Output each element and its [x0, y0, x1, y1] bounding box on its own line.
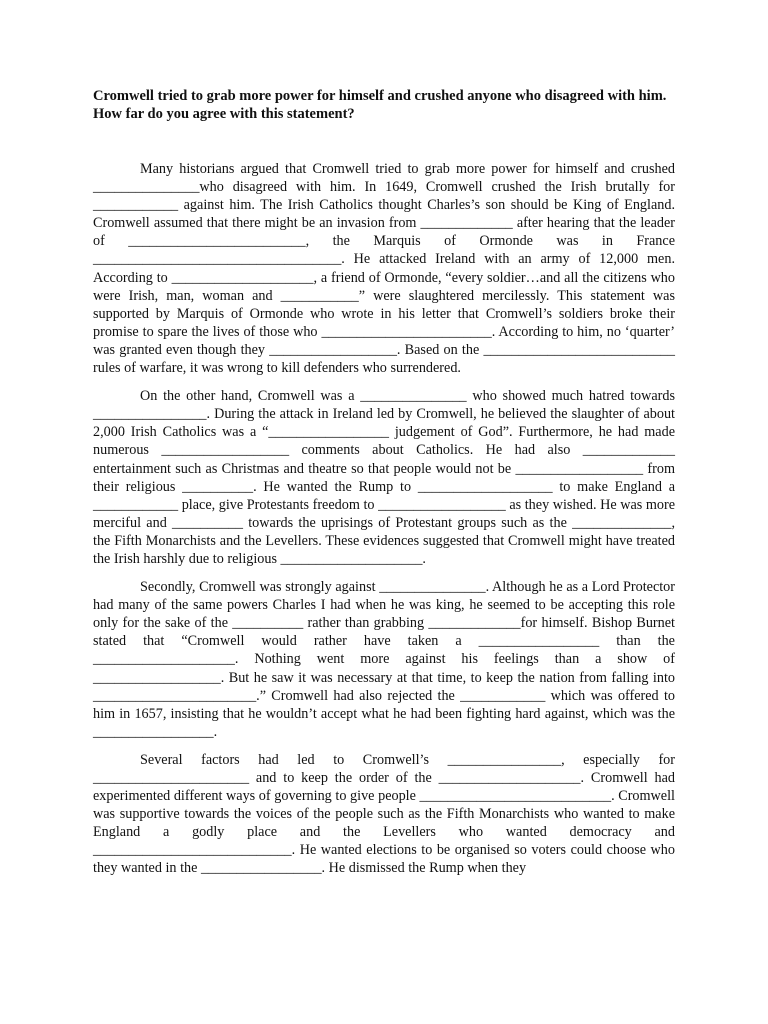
paragraph-1: Many historians argued that Cromwell tried to grab more power for himself and crushed _______________who disagreed with him. In 1649, Cromwell crushed the Irish brutally for ____________ against him. The Irish Catholics thought Charles’s son should be King of England. Cromwell assumed that there might be an invasion from _____________ after hearing that the leader of _________________________, the Marquis of Ormonde was in France ___________________________________. He attacked Ireland with an army of 12,000 men. According to ____________________, a friend of Ormonde, “every soldier…and all the citizens who were Irish, man, woman and ___________” were slaughtered mercilessly. This statement was supported by Marquis of Ormonde who wrote in his letter that Cromwell’s soldiers broke their promise to spare the lives of those who ________________________. According to him, no ‘quarter’ was granted even though they __________________. Based on the ___________________________ rules of warfare, it was wrong to kill defenders who surrendered. — [93, 161, 675, 377]
paragraph-3: Secondly, Cromwell was strongly against _______________. Although he as a Lord Protector had many of the same powers Charles I had when he was king, he seemed to be accepting this role only for the sake of the __________ rather than grabbing _____________for himself. Bishop Burnet stated that “Cromwell would rather have taken a _________________ than the ____________________. Nothing went more against his feelings than a show of __________________. But he saw it was necessary at that time, to keep the nation from falling into _______________________.” Cromwell had also rejected the ____________ which was offered to him in 1657, insisting that he wouldn’t accept what he had been fighting hard against, which was the _________________. — [93, 579, 675, 740]
paragraph-4: Several factors had led to Cromwell’s ________________, especially for ______________________ and to keep the order of the ____________________. Cromwell had experimented different ways of governing to give people ___________________________. Cromwell was supportive towards the voices of the people such as the Fifth Monarchists who wanted to make England a godly place and the Levellers who wanted democracy and ____________________________. He wanted elections to be organised so voters could choose who they wanted in the _________________. He dismissed the Rump when they — [93, 751, 675, 877]
essay-question-title: Cromwell tried to grab more power for himself and crushed anyone who disagreed with him. How far do you agree with this statement? — [93, 88, 667, 122]
paragraph-2: On the other hand, Cromwell was a _______________ who showed much hatred towards ________________. During the attack in Ireland led by Cromwell, he believed the slaughter of about 2,000 Irish Catholics was a “_________________ judgement of God”. Furthermore, he had made numerous __________________ comments about Catholics. He had also _____________ entertainment such as Christmas and theatre so that people would not be __________________ from their religious __________. He wanted the Rump to ___________________ to make England a ____________ place, give Protestants freedom to __________________ as they wished. He was more merciful and __________ towards the uprisings of Protestant groups such as the ______________, the Fifth Monarchists and the Levellers. These evidences suggested that Cromwell might have treated the Irish harshly due to religious ____________________. — [93, 388, 675, 567]
essay-body — [93, 160, 675, 888]
